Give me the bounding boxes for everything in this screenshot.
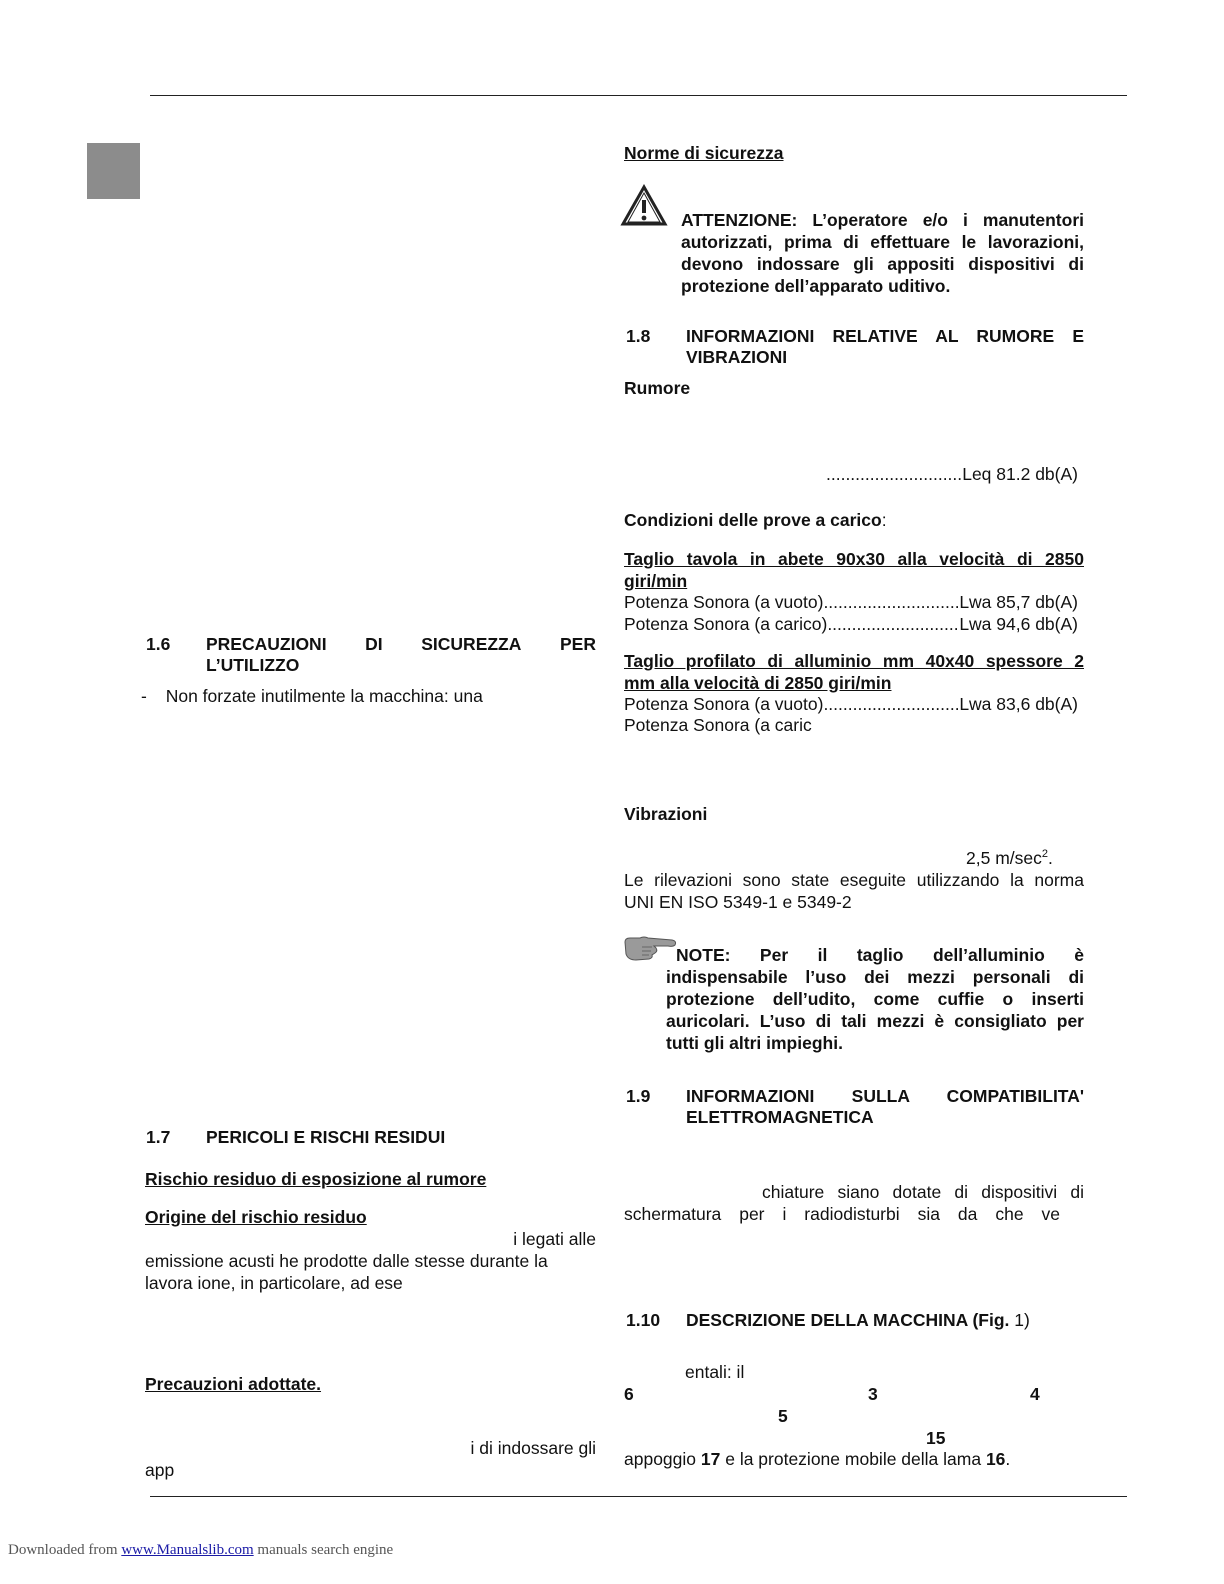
section-tab-marker (87, 143, 140, 199)
leq-value: Leq 81.2 db(A) (962, 464, 1078, 484)
section-number: 1.10 (626, 1310, 661, 1330)
measurement-text: Le rilevazioni sono state eseguite utilizzando la norma UNI EN ISO 5349-1 e 5349-2 (624, 870, 1084, 912)
note-label: NOTE (676, 945, 725, 965)
test-1-row (624, 592, 1078, 613)
test-1-heading: Taglio tavola in abete 90x30 alla velocità di 2850 giri/min (624, 549, 1084, 591)
section-number: 1.9 (626, 1086, 651, 1106)
leader-dots (826, 464, 962, 485)
note-line: auricolari. L’uso di tali mezzi è consigliato per (666, 1011, 1084, 1031)
bottom-rule (150, 1496, 1127, 1497)
row-label: Potenza Sonora (a vuoto) (624, 694, 824, 714)
section-1-7-heading (146, 1127, 596, 1151)
risk-heading: Rischio residuo di esposizione al rumore (145, 1169, 487, 1189)
test-1-row (624, 614, 1078, 635)
origin-text-line: emissione acusti he prodotte dalle stesse durante la (145, 1251, 548, 1271)
vibration-value: 2,5 $m/\sec^2$. (966, 848, 1053, 868)
description-last-line: appoggio 17 e la protezione mobile della lama 16. (624, 1449, 1011, 1469)
section-title-line-1: INFORMAZIONI SULLA COMPATIBILITA' (686, 1086, 1084, 1106)
origin-heading: Origine del rischio residuo (145, 1207, 367, 1227)
section-number: 1.7 (146, 1127, 171, 1147)
leader-dots (823, 694, 959, 715)
section-title: DESCRIZIONE DELLA MACCHINA (Fig. 1) (686, 1310, 1030, 1330)
section-title-line-2: L’UTILIZZO (206, 655, 300, 675)
manualslib-link[interactable]: www.Manualslib.com (121, 1542, 254, 1558)
noise-heading: Rumore (624, 378, 691, 398)
leader-dots (823, 592, 959, 613)
load-conditions-heading: Condizioni delle prove a carico: (624, 510, 887, 530)
title-word: PRECAUZIONI (206, 634, 327, 654)
test-2-heading: Taglio profilato di alluminio mm 40x40 spessore 2 mm alla velocità di 2850 giri/min (624, 651, 1084, 693)
row-value: Lwa 94,6 db(A) (959, 614, 1078, 634)
leq-row (826, 464, 1078, 485)
bullet-item (141, 686, 483, 707)
part-reference: 5 (778, 1406, 788, 1426)
emc-text: chiature siano dotate di dispositivi di schermatura per i radiodisturbi sia da che ve (624, 1182, 1084, 1224)
vibration-heading: Vibrazioni (624, 804, 708, 824)
section-title-line-1 (206, 634, 596, 655)
row-label: Potenza Sonora (a vuoto) (624, 592, 824, 612)
warning-label: ATTENZIONE (681, 210, 792, 230)
leader-dots (827, 614, 959, 635)
note-block (666, 944, 1084, 1054)
note-line: tutti gli altri impieghi. (666, 1033, 843, 1053)
part-reference: 6 (624, 1384, 634, 1404)
title-word: PER (559, 634, 596, 654)
section-title-line-2: ELETTROMAGNETICA (686, 1107, 874, 1127)
bullet-text: Non forzate inutilmente la macchina: una (165, 686, 483, 706)
part-reference: 3 (868, 1384, 878, 1404)
title-word: SICUREZZA (421, 634, 522, 654)
note-line: protezione dell’udito, come cuffie o inserti (666, 989, 1084, 1009)
precautions-text-line: i di indossare gli (470, 1438, 596, 1458)
precautions-heading: Precauzioni adottate. (145, 1374, 322, 1394)
section-title-line-2: VIBRAZIONI (686, 347, 788, 367)
warning-line: autorizzati, prima di effettuare le lavorazioni, (681, 232, 1084, 252)
section-title: PERICOLI E RISCHI RESIDUI (206, 1127, 446, 1147)
precautions-text-line: app (145, 1460, 175, 1480)
warning-triangle-icon (620, 184, 668, 228)
section-1-10-heading (626, 1310, 1084, 1334)
warning-block (681, 209, 1084, 297)
part-reference: 15 (926, 1428, 946, 1448)
title-word: DI (365, 634, 383, 654)
test-2-row-partial: Potenza Sonora (a caric (624, 715, 812, 735)
safety-heading: Norme di sicurezza (624, 143, 784, 163)
row-value: Lwa 83,6 db(A) (959, 694, 1078, 714)
bullet-dash: - (141, 686, 147, 706)
row-label: Potenza Sonora (a carico) (624, 614, 828, 634)
part-reference: 4 (1030, 1384, 1040, 1404)
section-1-8-heading (626, 326, 1084, 372)
warning-line: ATTENZIONE: L’operatore e/o i manutentori (681, 210, 1084, 230)
warning-line: devono indossare gli appositi dispositivi di (681, 254, 1084, 274)
download-footer: Downloaded from www.Manualslib.com manuals search engine (8, 1542, 394, 1558)
test-2-row (624, 694, 1078, 715)
description-fragment: entali: il (685, 1362, 745, 1382)
origin-text-line: lavora ione, in particolare, ad ese (145, 1273, 403, 1293)
section-number: 1.6 (146, 634, 171, 654)
section-1-6-heading (146, 634, 596, 680)
section-title-line-1: INFORMAZIONI RELATIVE AL RUMORE E (686, 326, 1084, 346)
section-number: 1.8 (626, 326, 651, 346)
note-line: indispensabile l’uso dei mezzi personali di (666, 967, 1084, 987)
section-1-9-heading (626, 1086, 1084, 1132)
warning-line: protezione dell’apparato uditivo. (681, 276, 951, 296)
row-value: Lwa 85,7 db(A) (959, 592, 1078, 612)
origin-text-line: i legati alle (513, 1229, 596, 1249)
top-rule (150, 95, 1127, 96)
note-line: NOTE: Per il taglio dell’alluminio è (676, 945, 1084, 965)
